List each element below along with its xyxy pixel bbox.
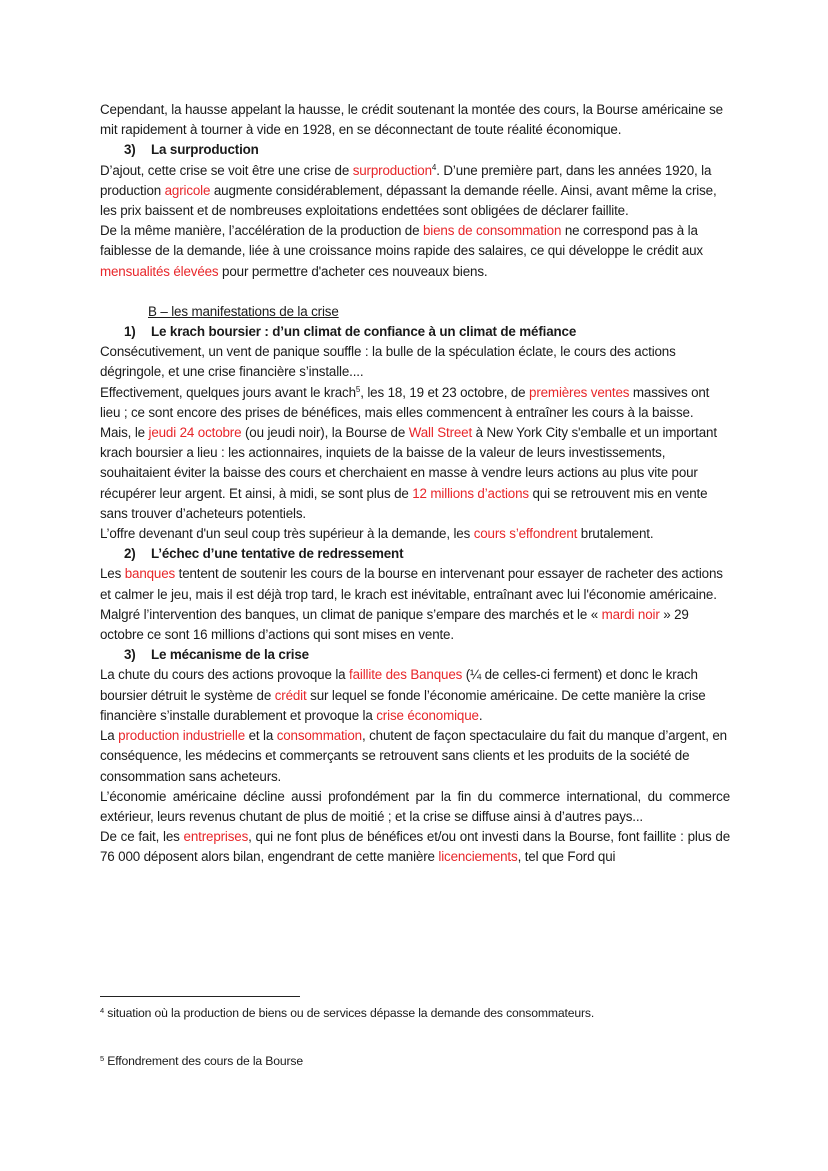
text: brutalement. xyxy=(577,526,654,542)
footnote-text: situation où la production de biens ou de services dépasse la demande des consommateurs. xyxy=(104,1006,595,1020)
heading-mecanisme xyxy=(100,645,730,665)
heading-number: 3) xyxy=(124,142,136,158)
text: , les 18, 19 et 23 octobre, de xyxy=(360,384,530,400)
highlight-term: mensualités élevées xyxy=(100,263,219,279)
paragraph-11 xyxy=(100,726,730,787)
text: Effectivement, quelques jours avant le krach xyxy=(100,384,356,400)
footnote-text: Effondrement des cours de la Bourse xyxy=(104,1054,304,1068)
paragraph-1: Cependant, la hausse appelant la hausse, le crédit soutenant la montée des cours, la Bourse américaine se mit rapidement à tourner à vide en 1928, en se déconnectant de toute réalité économique. xyxy=(100,102,723,138)
text: Les xyxy=(100,566,125,582)
highlight-term: crédit xyxy=(274,687,307,703)
paragraph-8 xyxy=(100,564,730,604)
highlight-term: agricole xyxy=(164,182,211,198)
highlight-term: biens de consommation xyxy=(422,223,562,239)
paragraph-3 xyxy=(100,221,730,282)
heading-text: L’échec d’une tentative de redressement xyxy=(151,546,404,562)
text: à New York City s'emballe et un important krach boursier a lieu : les actionnaires, inquiets de la baisse de la valeur de leurs investissements, souhaitaient éviter la baisse des cours et cherchaient en masse à vendre leurs actions au plus vite pour récupérer leur argent. Et ainsi, à midi, se sont plus de xyxy=(100,425,717,501)
highlight-term: cours s’effondrent xyxy=(473,526,578,542)
footnote-number: 5 xyxy=(100,1054,105,1063)
document-body xyxy=(100,100,730,868)
paragraph-4: Consécutivement, un vent de panique souffle : la bulle de la spéculation éclate, le cours des actions dégringole, et une crise financière s’installe.... xyxy=(100,344,676,380)
text: , chutent de façon spectaculaire du fait du manque d’argent, en conséquence, les médecins et commerçants se retrouvent sans clients et les produits de la société de consommation sans acheteurs. xyxy=(100,728,727,784)
footnote-4 xyxy=(100,1006,594,1020)
paragraph-10 xyxy=(100,665,730,726)
section-heading-b: B – les manifestations de la crise xyxy=(148,303,339,319)
highlight-term: jeudi 24 octobre xyxy=(148,425,242,441)
text: qui se retrouvent mis en vente sans trouver d’acheteurs potentiels. xyxy=(100,485,708,521)
highlight-term: faillite des Banques xyxy=(349,667,463,683)
highlight-term: consommation xyxy=(276,728,362,744)
highlight-term: premières ventes xyxy=(529,384,630,400)
footnote-ref-5[interactable]: 5 xyxy=(355,384,361,394)
text: Mais, le xyxy=(100,425,149,441)
highlight-term: banques xyxy=(124,566,176,582)
highlight-term: mardi noir xyxy=(601,606,660,622)
text: , qui ne font plus de bénéfices et/ou ont investi dans la Bourse, font faillite : plus de 76 000 déposent alors bilan, engendrant de cette manière xyxy=(100,829,730,865)
text: (¼ de celles-ci ferment) et donc le krach boursier détruit le système de xyxy=(100,667,698,703)
heading-text: Le krach boursier : d’un climat de confiance à un climat de méfiance xyxy=(151,324,577,340)
text: , tel que Ford qui xyxy=(517,849,616,865)
text: sur lequel se fonde l’économie américaine. De cette manière la crise financière s’installe durablement et provoque la xyxy=(100,687,706,723)
footnote-ref-4[interactable]: 4 xyxy=(431,162,437,172)
text: Malgré l’intervention des banques, un climat de panique s’empare des marchés et le « xyxy=(100,606,602,622)
highlight-term: production industrielle xyxy=(118,728,245,744)
heading-number: 1) xyxy=(124,324,136,340)
paragraph-13 xyxy=(100,827,730,867)
paragraph-7 xyxy=(100,524,730,544)
paragraph-9 xyxy=(100,605,730,645)
highlight-term: crise économique xyxy=(376,707,479,723)
heading-text: La surproduction xyxy=(151,142,259,158)
footnote-5 xyxy=(100,1054,303,1068)
text: » 29 octobre ce sont 16 millions d’actions qui sont mises en vente. xyxy=(100,606,689,643)
text: et la xyxy=(245,728,277,744)
text: D’ajout, cette crise se voit être une crise de xyxy=(100,162,353,178)
paragraph-6 xyxy=(100,423,730,524)
text: De la même manière, l’accélération de la production de xyxy=(100,223,423,239)
footnote-number: 4 xyxy=(100,1006,105,1015)
highlight-term: surproduction xyxy=(352,162,432,178)
paragraph-2 xyxy=(100,161,730,222)
spacer xyxy=(100,282,730,302)
text: La xyxy=(100,728,119,744)
text: (ou jeudi noir), la Bourse de xyxy=(241,425,409,441)
highlight-term: entreprises xyxy=(183,829,249,845)
heading-surproduction xyxy=(100,140,730,160)
text: . D’une première part, dans les années 1920, la production xyxy=(100,162,712,198)
heading-echec xyxy=(100,544,730,564)
text: massives ont lieu ; ce sont encore des prises de bénéfices, mais elles commencent à entraîner les cours à la baisse. xyxy=(100,384,710,420)
heading-number: 2) xyxy=(124,546,136,562)
heading-number: 3) xyxy=(124,647,136,663)
text: pour permettre d'acheter ces nouveaux biens. xyxy=(218,263,488,279)
text: . xyxy=(478,707,483,723)
text: tentent de soutenir les cours de la bourse en intervenant pour essayer de racheter des actions et calmer le jeu, mais il est déjà trop tard, le krach est inévitable, entraînant avec lui l'économie américaine. xyxy=(100,566,723,602)
footnote-separator xyxy=(100,996,300,997)
text: augmente considérablement, dépassant la demande réelle. Ainsi, avant même la crise, les prix baissent et de nombreuses exploitations endettées sont obligées de déclarer faillite. xyxy=(100,182,717,219)
highlight-term: 12 millions d’actions xyxy=(412,485,529,501)
text: L’offre devenant d'un seul coup très supérieur à la demande, les xyxy=(100,526,474,542)
paragraph-12: L’économie américaine décline aussi profondément par la fin du commerce international, du commerce extérieur, leurs revenus chutant de plus de moitié ; et la crise se diffuse ainsi à d’autres pays... xyxy=(100,788,730,824)
text: ne correspond pas à la faiblesse de la demande, liée à une croissance moins rapide des salaires, ce qui développe le crédit aux xyxy=(100,223,703,259)
paragraph-5 xyxy=(100,383,730,423)
text: La chute du cours des actions provoque la xyxy=(100,667,350,683)
heading-text: Le mécanisme de la crise xyxy=(151,647,309,663)
heading-krach xyxy=(100,322,730,342)
text: De ce fait, les xyxy=(100,829,184,845)
highlight-term: licenciements xyxy=(438,849,518,865)
highlight-term: Wall Street xyxy=(408,425,473,441)
